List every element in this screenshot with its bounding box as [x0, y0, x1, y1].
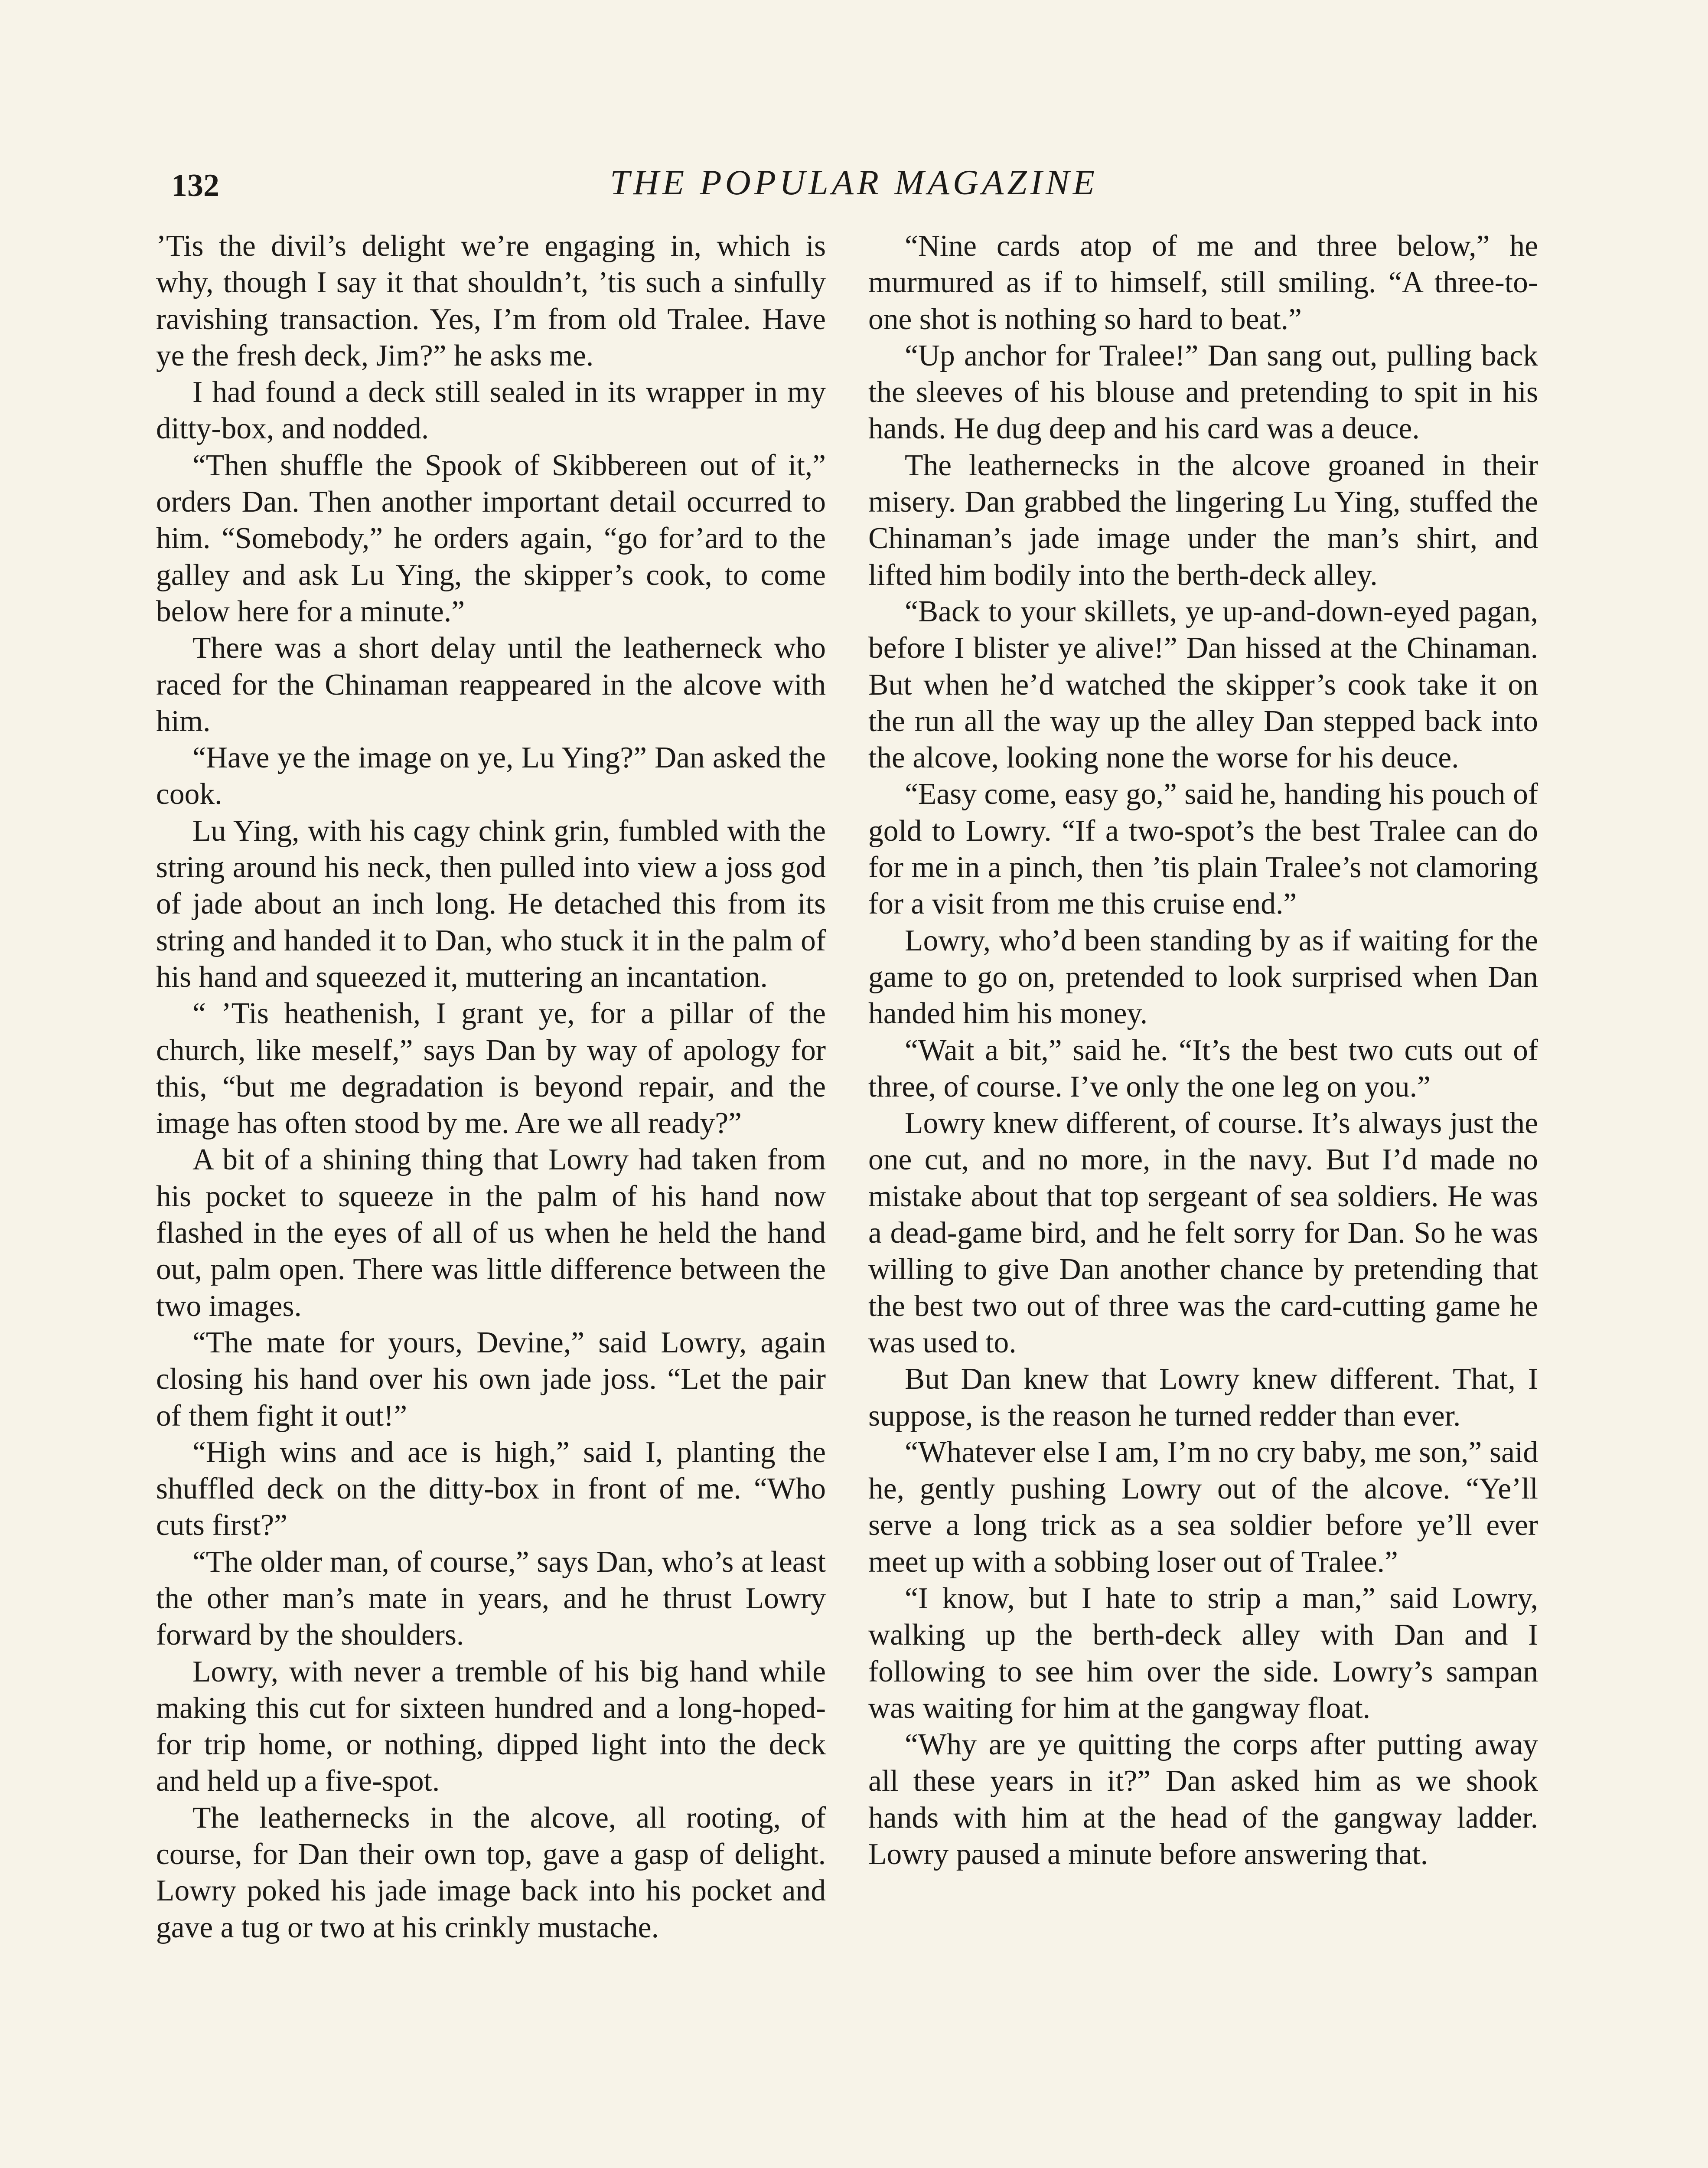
paragraph: Lowry, with never a tremble of his big hand while making this cut for sixteen hundred and a long-hoped-for trip home, or nothing, dipped light into the deck and held up a five-spot.	[156, 1655, 826, 1798]
paragraph: “Have ye the image on ye, Lu Ying?” Dan asked the cook.	[156, 741, 826, 811]
paragraph: “Back to your skillets, ye up-and-down-eyed pagan, before I blister ye alive!” Dan hissed at the Chinaman. But when he’d watched the skipper’s cook take it on the run all the way up the alley Dan stepped back into the alcove, looking none the worse for his deuce.	[868, 594, 1538, 775]
paragraph: “Whatever else I am, I’m no cry baby, me son,” said he, gently pushing Lowry out of the alcove. “Ye’ll serve a long trick as a sea soldier before ye’ll ever meet up with a sobbing loser out of Tralee.”	[868, 1435, 1538, 1579]
paragraph: “ ’Tis heathenish, I grant ye, for a pillar of the church, like meself,” says Dan by way of apology for this, “but me degradation is beyond repair, and the image has often stood by me. Are we all ready?”	[156, 997, 826, 1140]
paragraph: ’Tis the divil’s delight we’re engaging in, which is why, though I say it that shouldn’t, ’tis such a sinfully ravishing transaction. Yes, I’m from old Tralee. Have ye the fresh deck, Jim?” he asks me.	[156, 229, 826, 372]
paragraph: “Up anchor for Tralee!” Dan sang out, pulling back the sleeves of his blouse and pretending to spit in his hands. He dug deep and his card was a deuce.	[868, 339, 1538, 446]
paragraph: “I know, but I hate to strip a man,” said Lowry, walking up the berth-deck alley with Dan and I following to see him over the side. Lowry’s sampan was waiting for him at the gangway float.	[868, 1581, 1538, 1725]
page-number: 132	[171, 168, 219, 203]
right-column	[868, 228, 1538, 1873]
paragraph: “Then shuffle the Spook of Skibbereen out of it,” orders Dan. Then another important detail occurred to him. “Somebody,” he orders again, “go for’ard to the galley and ask Lu Ying, the skipper’s cook, to come below here for a minute.”	[156, 448, 826, 628]
paragraph: Lu Ying, with his cagy chink grin, fumbled with the string around his neck, then pulled into view a joss god of jade about an inch long. He detached this from its string and handed it to Dan, who stuck it in the palm of his hand and squeezed it, muttering an incantation.	[156, 814, 826, 994]
paragraph: But Dan knew that Lowry knew different. That, I suppose, is the reason he turned redder than ever.	[868, 1362, 1538, 1433]
running-title: THE POPULAR MAGAZINE	[610, 163, 1098, 202]
paragraph: Lowry, who’d been standing by as if waiting for the game to go on, pretended to look surprised when Dan handed him his money.	[868, 924, 1538, 1031]
paragraph: “Nine cards atop of me and three below,” he murmured as if to himself, still smiling. “A three-to-one shot is nothing so hard to beat.”	[868, 229, 1538, 336]
left-column	[156, 228, 826, 1946]
paragraph: “The older man, of course,” says Dan, who’s at least the other man’s mate in years, and he thrust Lowry forward by the shoulders.	[156, 1545, 826, 1652]
paragraph: I had found a deck still sealed in its wrapper in my ditty-box, and nodded.	[156, 375, 826, 446]
paragraph: The leathernecks in the alcove, all rooting, of course, for Dan their own top, gave a gasp of delight. Lowry poked his jade image back into his pocket and gave a tug or two at his crinkly mustache.	[156, 1801, 826, 1944]
paragraph: “High wins and ace is high,” said I, planting the shuffled deck on the ditty-box in front of me. “Who cuts first?”	[156, 1435, 826, 1542]
paragraph: “Why are ye quitting the corps after putting away all these years in it?” Dan asked him as we shook hands with him at the head of the gangway ladder. Lowry paused a minute before answering that.	[868, 1728, 1538, 1871]
paragraph: Lowry knew different, of course. It’s always just the one cut, and no more, in the navy. But I’d made no mistake about that top sergeant of sea soldiers. He was a dead-game bird, and he felt sorry for Dan. So he was willing to give Dan another chance by pretending that the best two out of three was the card-cutting game he was used to.	[868, 1107, 1538, 1359]
paragraph: “Easy come, easy go,” said he, handing his pouch of gold to Lowry. “If a two-spot’s the best Tralee can do for me in a pinch, then ’tis plain Tralee’s not clamoring for a visit from me this cruise end.”	[868, 777, 1538, 921]
paragraph: The leathernecks in the alcove groaned in their misery. Dan grabbed the lingering Lu Ying, stuffed the Chinaman’s jade image under the man’s shirt, and lifted him bodily into the berth-deck alley.	[868, 448, 1538, 592]
paragraph: A bit of a shining thing that Lowry had taken from his pocket to squeeze in the palm of his hand now flashed in the eyes of all of us when he held the hand out, palm open. There was little difference between the two images.	[156, 1143, 826, 1323]
paragraph: “Wait a bit,” said he. “It’s the best two cuts out of three, of course. I’ve only the one leg on you.”	[868, 1033, 1538, 1104]
paragraph: There was a short delay until the leatherneck who raced for the Chinaman reappeared in the alcove with him.	[156, 631, 826, 738]
paragraph: “The mate for yours, Devine,” said Lowry, again closing his hand over his own jade joss. “Let the pair of them fight it out!”	[156, 1326, 826, 1433]
